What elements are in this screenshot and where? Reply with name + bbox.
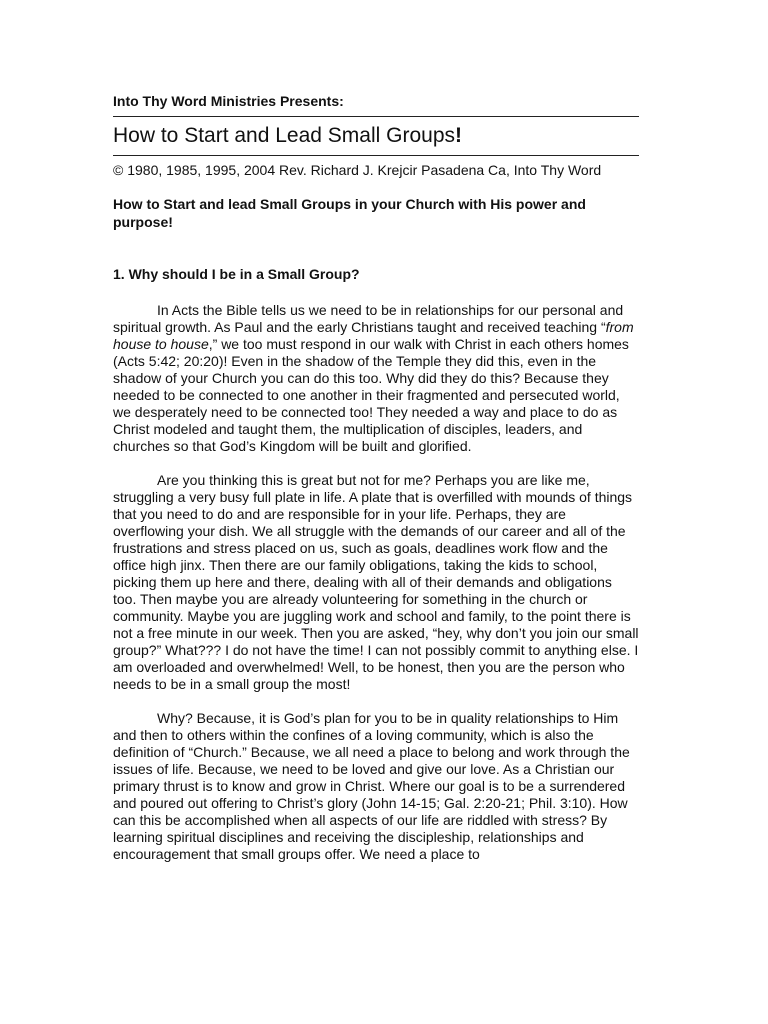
document-body <box>113 92 639 863</box>
bottom-rule <box>113 155 639 156</box>
paragraph-1-text-b: ,” we too must respond in our walk with Christ in each others homes (Acts 5:42; 20:20)! Even in the shadow of the Temple they did this, even in the shadow of your Church you can do this too. Why did they do this? Because they needed to be connected to one another in their fragmented and persecuted world, we desperately need to be connected too! They needed a way and place to do as Christ modeled and taught them, the multiplication of disciples, leaders, and churches so that God’s Kingdom will be built and glorified. <box>113 336 629 454</box>
paragraph-1-text-a: In Acts the Bible tells us we need to be in relationships for our personal and spiritual growth. As Paul and the early Christians taught and received teaching “ <box>113 302 624 335</box>
presents-line: Into Thy Word Ministries Presents: <box>113 93 344 109</box>
paragraph-2: Are you thinking this is great but not for me? Perhaps you are like me, struggling a very busy full plate in life. A plate that is overfilled with mounds of things that you need to do and are responsible for in your life. Perhaps, they are overflowing your dish. We all struggle with the demands of our career and all of the frustrations and stress placed on us, such as goals, deadlines work flow and the office high jinx. Then there are our family obligations, taking the kids to school, picking them up here and there, dealing with all of their demands and obligations too. Then maybe you are already volunteering for something in the church or community. Maybe you are juggling work and school and family, to the point there is not a free minute in our week. Then you are asked, “hey, why don’t you join our small group?” What??? I do not have the time! I can not possibly commit to anything else. I am overloaded and overwhelmed! Well, to be honest, then you are the person who needs to be in a small group the most! <box>113 472 639 692</box>
paragraph-1 <box>113 302 639 455</box>
copyright-line: © 1980, 1985, 1995, 2004 Rev. Richard J. Krejcir Pasadena Ca, Into Thy Word <box>113 162 602 178</box>
paragraph-3: Why? Because, it is God’s plan for you to be in quality relationships to Him and then to others within the confines of a loving community, which is also the definition of “Church.” Because, we all need a place to belong and work through the issues of life. Because, we need to be loved and give our love. As a Christian our primary thrust is to know and grow in Christ. Where our goal is to be a surrendered and poured out offering to Christ’s glory (John 14-15; Gal. 2:20-21; Phil. 3:10). How can this be accomplished when all aspects of our life are riddled with stress? By learning spiritual disciplines and receiving the discipleship, relationships and encouragement that small groups offer. We need a place to <box>113 710 630 862</box>
document-title <box>113 122 639 150</box>
top-rule <box>113 116 639 117</box>
paragraph-1-quote: from house to house <box>113 319 634 352</box>
section-heading: 1. Why should I be in a Small Group? <box>113 266 360 282</box>
title-text: How to Start and Lead Small Groups <box>113 124 456 147</box>
title-exclamation: ! <box>455 124 463 147</box>
document-subtitle: How to Start and lead Small Groups in your Church with His power and purpose! <box>113 196 586 230</box>
